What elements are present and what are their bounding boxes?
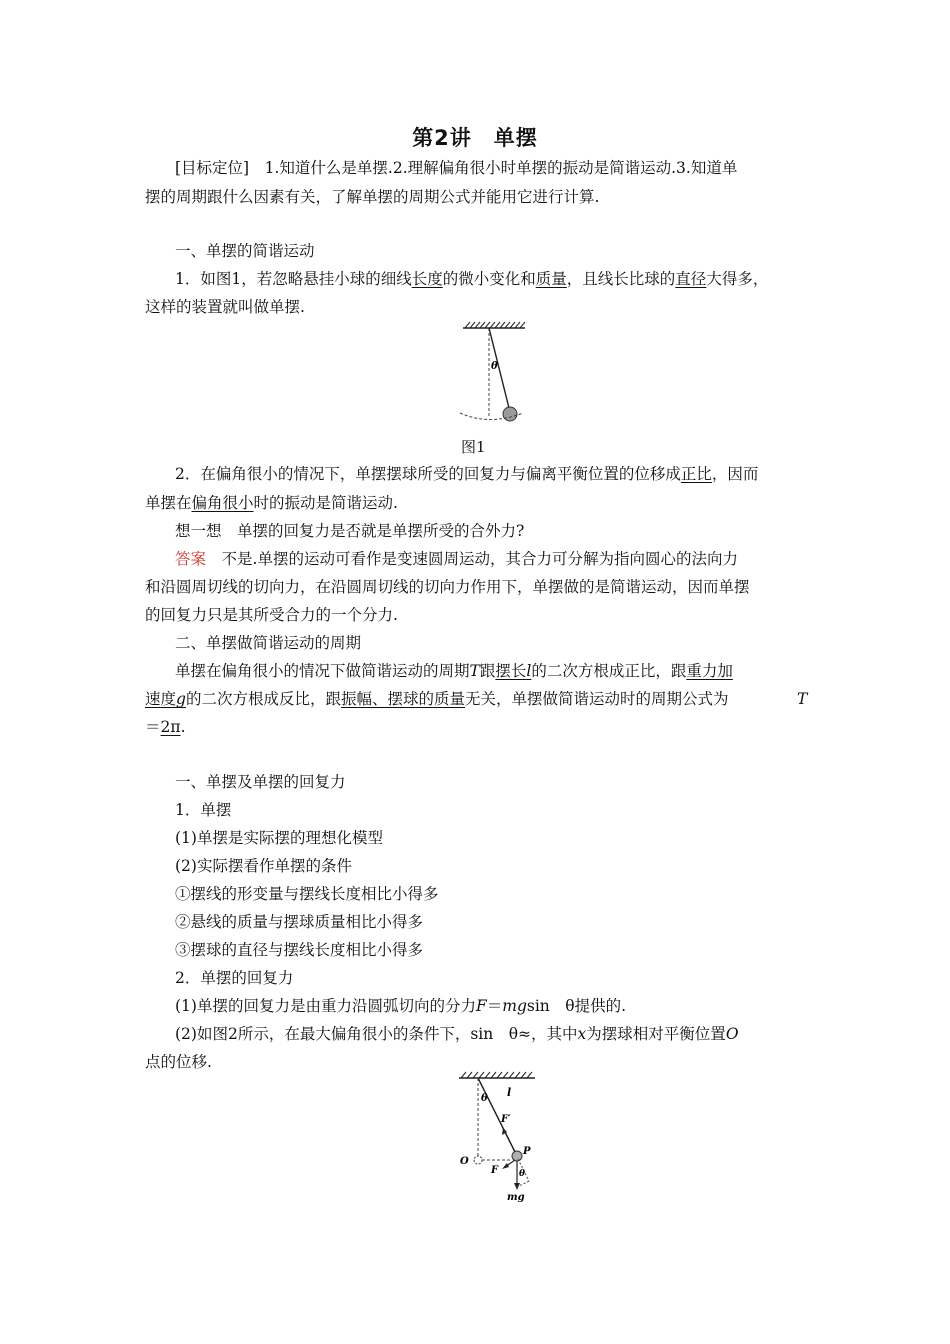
- answer-line2: 和沿圆周切线的切向力，在沿圆周切线的切向力作用下，单摆做的是简谐运动，因而单摆: [145, 578, 750, 596]
- think-question: 想一想 单摆的回复力是否就是单摆所受的合外力?: [175, 522, 525, 540]
- section2-line3: ＝2π.: [145, 718, 186, 736]
- section1-p2-line2: 单摆在偏角很小时的振动是简谐运动.: [145, 494, 398, 512]
- figure2-p-label: P: [523, 1146, 531, 1157]
- section3-c2: ②悬线的质量与摆球质量相比小得多: [175, 913, 424, 931]
- objectives-line2: 摆的周期跟什么因素有关，了解单摆的周期公式并能用它进行计算.: [145, 188, 600, 206]
- objectives-label: [目标定位]: [175, 159, 250, 177]
- section3-s1: 1．单摆: [175, 801, 232, 819]
- page-title: 第2讲 单摆: [412, 126, 538, 150]
- section3-s2-2: (2)如图2所示，在最大偏角很小的条件下，sin θ≈，其中x为摆球相对平衡位置O: [175, 1025, 739, 1043]
- section3-s2-1: (1)单摆的回复力是由重力沿圆弧切向的分力F＝mgsin θ提供的.: [175, 997, 627, 1015]
- figure2-theta1-label: θ: [481, 1093, 488, 1104]
- figure1-caption: 图1: [461, 438, 486, 456]
- section2-heading: 二、单摆做简谐运动的周期: [175, 634, 362, 652]
- section2-line2: 速度g的二次方根成反比，跟振幅、摆球的质量无关，单摆做简谐运动时的周期公式为: [145, 690, 729, 708]
- section3-heading: 一、单摆及单摆的回复力: [175, 773, 346, 791]
- section3-s1-1: (1)单摆是实际摆的理想化模型: [175, 829, 383, 847]
- figure2-o-label: O: [460, 1156, 469, 1167]
- section1-p1: 1．如图1，若忽略悬挂小球的细线长度的微小变化和质量，且线长比球的直径大得多，: [175, 270, 769, 288]
- figure2-l-label: l: [507, 1086, 512, 1099]
- figure2-mg-label: mg: [507, 1192, 525, 1203]
- section3-c3: ③摆球的直径与摆线长度相比小得多: [175, 941, 424, 959]
- section1-p1-line2: 这样的装置就叫做单摆.: [145, 298, 305, 316]
- section2-line2-T: T: [797, 690, 808, 708]
- answer-label: 答案: [175, 550, 207, 568]
- section2-line1: 单摆在偏角很小的情况下做简谐运动的周期T跟摆长l的二次方根成正比，跟重力加: [175, 662, 733, 680]
- section3-s1-2: (2)实际摆看作单摆的条件: [175, 857, 352, 875]
- figure1-pendulum: [455, 318, 535, 428]
- answer-line1: 答案 不是.单摆的运动可看作是变速圆周运动，其合力可分解为指向圆心的法向力: [175, 550, 738, 568]
- figure2-force-diagram: [455, 1068, 565, 1208]
- figure2-fprime-label: F′: [501, 1114, 511, 1125]
- figure2-f-label: F: [491, 1165, 499, 1176]
- section3-s2-2-line2: 点的位移.: [145, 1053, 212, 1071]
- section3-s2: 2．单摆的回复力: [175, 969, 294, 987]
- section1-p2: 2．在偏角很小的情况下，单摆摆球所受的回复力与偏离平衡位置的位移成正比，因而: [175, 465, 759, 483]
- answer-line3: 的回复力只是其所受合力的一个分力.: [145, 606, 398, 624]
- objectives-line1: [目标定位] 1.知道什么是单摆.2.理解偏角很小时单摆的振动是简谐运动.3.知道单: [175, 159, 738, 177]
- section1-heading: 一、单摆的简谐运动: [175, 242, 315, 260]
- figure2-theta2-label: θ: [519, 1169, 526, 1179]
- figure1-theta-label: θ: [491, 361, 498, 372]
- section3-c1: ①摆线的形变量与摆线长度相比小得多: [175, 885, 439, 903]
